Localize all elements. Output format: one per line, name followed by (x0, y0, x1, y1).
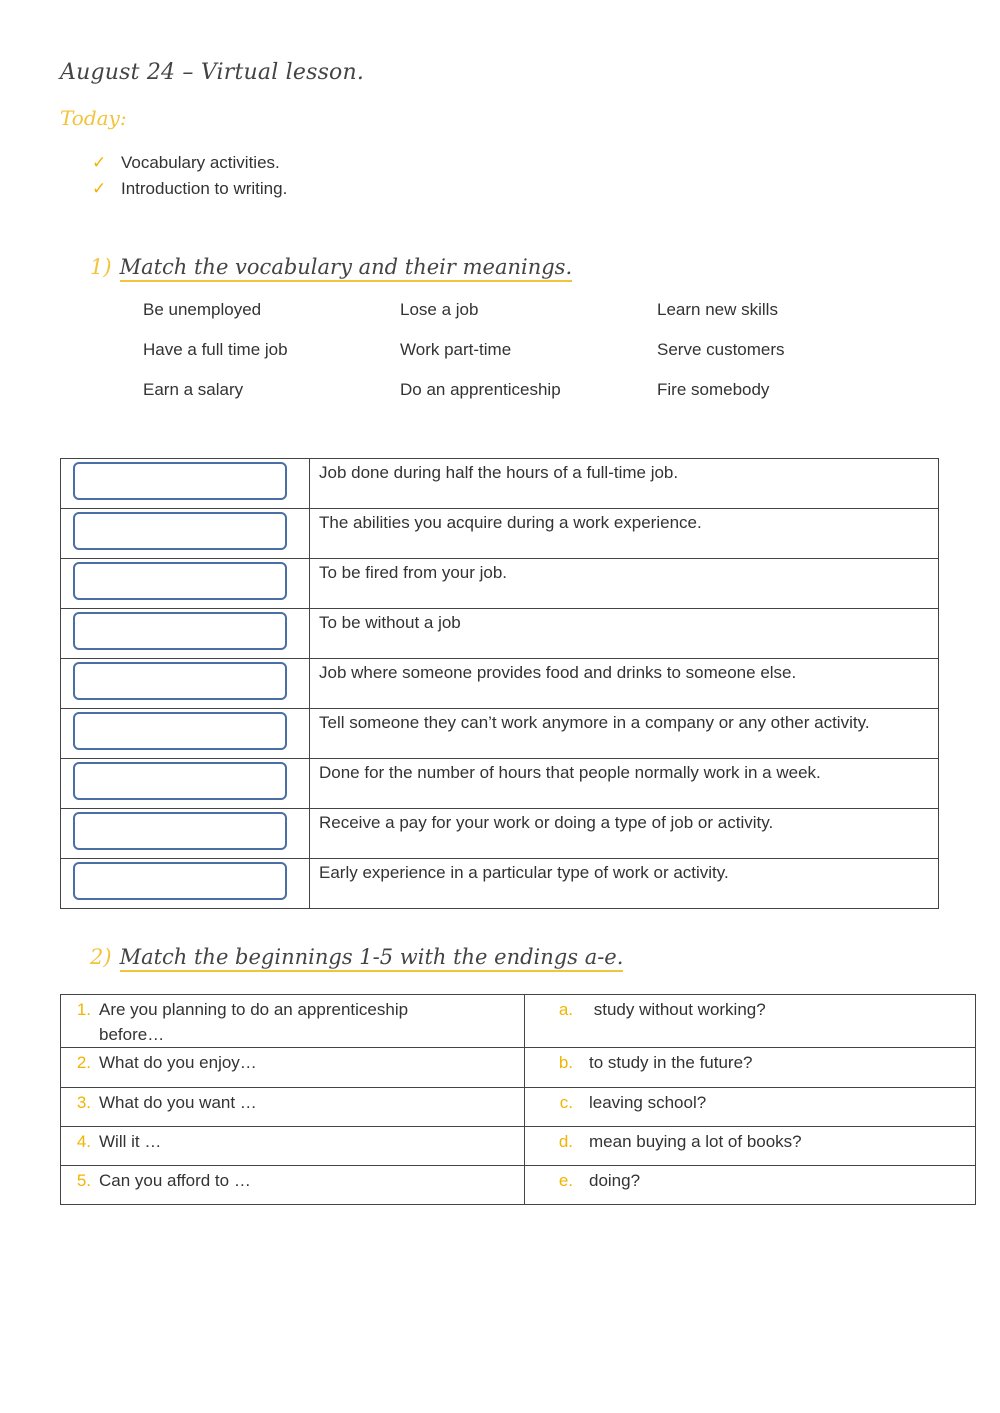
vocab-word: Earn a salary (143, 380, 244, 399)
matching-table (60, 994, 976, 1205)
item-number: 3. (76, 1093, 91, 1112)
answer-drop-box[interactable] (73, 712, 287, 750)
table-row (61, 1127, 976, 1166)
checklist-item-label: Introduction to writing. (121, 179, 288, 198)
definition-text: The abilities you acquire during a work experience. (319, 513, 702, 532)
sentence-beginning: What do you enjoy… (99, 1053, 257, 1072)
vocabulary-bank (143, 298, 923, 402)
checkmark-icon: ✓ (92, 153, 107, 172)
vocab-word: Learn new skills (657, 300, 778, 319)
definition-text: To be without a job (319, 613, 461, 632)
table-row (61, 1166, 976, 1205)
sentence-ending: mean buying a lot of books? (589, 1132, 802, 1151)
answer-drop-box[interactable] (73, 612, 287, 650)
answer-drop-box[interactable] (73, 762, 287, 800)
item-letter: b. (558, 1053, 573, 1072)
sentence-ending: leaving school? (589, 1093, 707, 1112)
section1-number: 1) (90, 255, 112, 279)
vocab-word: Do an apprenticeship (400, 380, 561, 399)
sentence-beginning: Can you afford to … (99, 1171, 251, 1190)
answer-drop-box[interactable] (73, 562, 287, 600)
definition-text: Early experience in a particular type of work or activity. (319, 863, 729, 882)
item-number: 1. (76, 1000, 91, 1019)
sentence-beginning: Will it … (99, 1132, 162, 1151)
checklist-item-label: Vocabulary activities. (121, 153, 280, 172)
checklist-item (92, 150, 287, 176)
vocab-word: Lose a job (400, 300, 479, 319)
item-letter: a. (558, 1000, 573, 1019)
answer-drop-box[interactable] (73, 662, 287, 700)
item-letter: d. (558, 1132, 573, 1151)
item-number: 5. (76, 1171, 91, 1190)
page-title: August 24 – Virtual lesson. (60, 60, 365, 85)
vocab-word: Have a full time job (143, 340, 288, 359)
vocab-word: Serve customers (657, 340, 785, 359)
definitions-table (60, 458, 939, 909)
today-label: Today: (60, 106, 127, 130)
section2-number: 2) (90, 945, 112, 969)
checklist-item (92, 176, 287, 202)
vocab-word: Fire somebody (657, 380, 770, 399)
table-row (61, 859, 939, 909)
sentence-ending: study without working? (589, 1000, 766, 1019)
sentence-ending: to study in the future? (589, 1053, 753, 1072)
table-row (61, 1088, 976, 1127)
section1-title (90, 255, 572, 282)
table-row (61, 995, 976, 1048)
today-checklist (92, 150, 287, 202)
definition-text: Tell someone they can’t work anymore in a company or any other activity. (319, 713, 870, 732)
table-row (61, 759, 939, 809)
sentence-beginning: Are you planning to do an apprenticeship before… (99, 1000, 409, 1044)
definition-text: To be fired from your job. (319, 563, 508, 582)
table-row (61, 809, 939, 859)
section1-heading: Match the vocabulary and their meanings. (120, 255, 573, 282)
item-number: 2. (76, 1053, 91, 1072)
sentence-beginning: What do you want … (99, 1093, 257, 1112)
answer-drop-box[interactable] (73, 462, 287, 500)
answer-drop-box[interactable] (73, 862, 287, 900)
sentence-ending: doing? (589, 1171, 641, 1190)
table-row (61, 659, 939, 709)
table-row (61, 1048, 976, 1088)
item-letter: e. (558, 1171, 573, 1190)
checkmark-icon: ✓ (92, 179, 107, 198)
definition-text: Job done during half the hours of a full-time job. (319, 463, 679, 482)
definition-text: Done for the number of hours that people normally work in a week. (319, 763, 821, 782)
item-number: 4. (76, 1132, 91, 1151)
item-letter: c. (559, 1093, 573, 1112)
table-row (61, 709, 939, 759)
vocab-word: Be unemployed (143, 300, 262, 319)
answer-drop-box[interactable] (73, 512, 287, 550)
vocab-word: Work part-time (400, 340, 512, 359)
answer-drop-box[interactable] (73, 812, 287, 850)
table-row (61, 609, 939, 659)
section2-heading: Match the beginnings 1-5 with the endings a-e. (120, 945, 624, 972)
definition-text: Receive a pay for your work or doing a type of job or activity. (319, 813, 774, 832)
table-row (61, 459, 939, 509)
table-row (61, 509, 939, 559)
definition-text: Job where someone provides food and drinks to someone else. (319, 663, 797, 682)
table-row (61, 559, 939, 609)
section2-title (90, 945, 623, 972)
